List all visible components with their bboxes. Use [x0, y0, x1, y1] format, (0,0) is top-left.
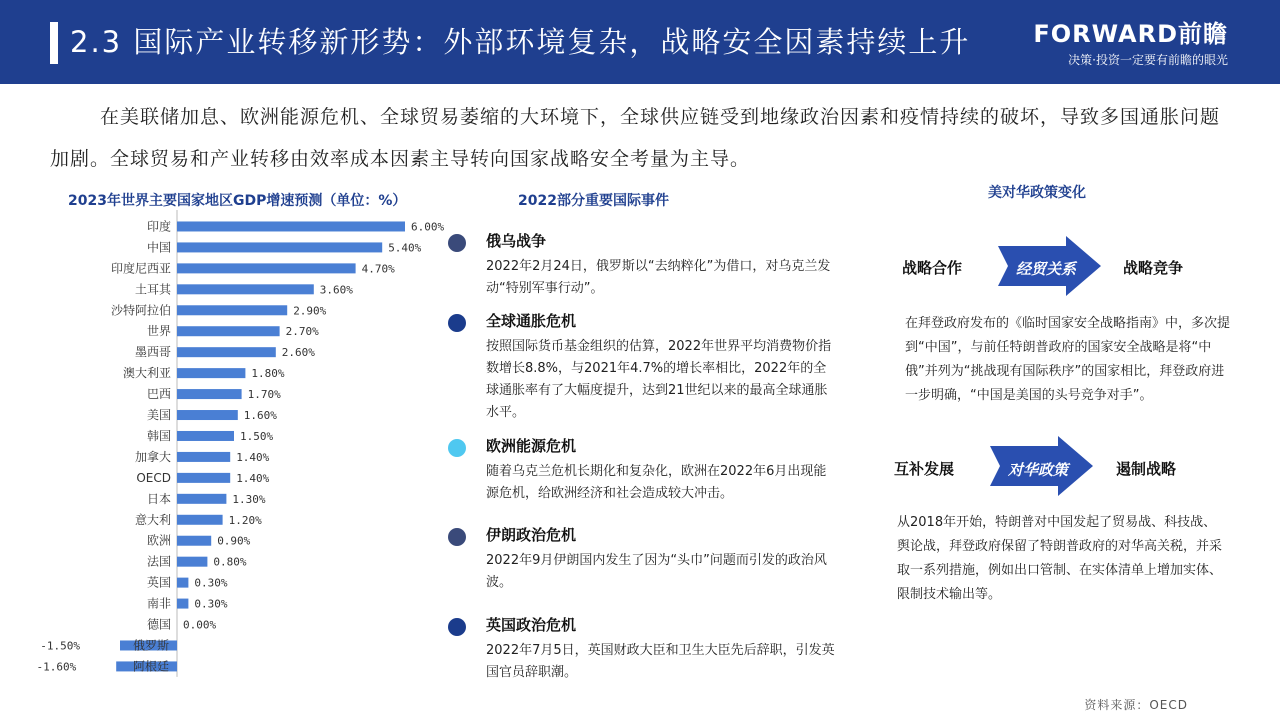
bar-0: [177, 221, 405, 231]
event-desc: 2022年9月伊朗国内发生了因为“头巾”问题而引发的政治风波。: [486, 553, 827, 590]
policy-right-label: 战略竞争: [1123, 259, 1184, 277]
value-label-17: 0.30%: [194, 576, 228, 590]
category-label-1: 中国: [146, 240, 171, 255]
category-label-9: 美国: [146, 408, 171, 423]
category-label-17: 英国: [146, 575, 171, 590]
event-bullet-icon: [448, 618, 466, 636]
category-label-18: 南非: [146, 596, 171, 611]
value-label-9: 1.60%: [243, 409, 277, 423]
value-label-13: 1.30%: [232, 492, 266, 506]
policy-left-label: 战略合作: [902, 259, 963, 277]
bar-17: [177, 578, 188, 588]
policy-row-china: [890, 436, 1230, 496]
event-item-4: [448, 614, 848, 684]
bar-15: [177, 536, 211, 546]
category-label-3: 土耳其: [134, 282, 171, 297]
bar-3: [177, 284, 314, 294]
event-bullet-icon: [448, 439, 466, 457]
event-desc: 随着乌克兰危机长期化和复杂化，欧洲在2022年6月出现能源危机，给欧洲经济和社会造成较大冲击。: [486, 464, 827, 501]
value-label-19: 0.00%: [183, 618, 217, 632]
brand-name: FORWARD前瞻: [1033, 20, 1228, 48]
bar-8: [177, 389, 242, 399]
value-label-4: 2.90%: [293, 304, 327, 318]
category-label-7: 澳大利亚: [122, 366, 171, 381]
event-desc: 按照国际货币基金组织的估算，2022年世界平均消费物价指数增长8.8%，与2021年4.7%的增长率相比，2022年的全球通胀率有了大幅度提升，达到21世纪以来的最高全球通胀水平。: [486, 339, 832, 420]
event-title: 英国政治危机: [486, 616, 577, 634]
bar-16: [177, 557, 207, 567]
value-label-2: 4.70%: [361, 262, 395, 276]
value-label-10: 1.50%: [240, 429, 274, 443]
brand-logo: [1033, 14, 1228, 68]
policy-center-label: 对华政策: [1008, 461, 1069, 479]
category-label-6: 墨西哥: [134, 345, 171, 360]
event-bullet-icon: [448, 314, 466, 332]
value-label-0: 6.00%: [411, 220, 445, 234]
event-title: 全球通胀危机: [486, 312, 577, 330]
intro-paragraph: 在美联储加息、欧洲能源危机、全球贸易萎缩的大环境下，全球供应链受到地缘政治因素和疫情持续的破坏，导致多国通胀问题加剧。全球贸易和产业转移由效率成本因素主导转向国家战略安全考量为主导。: [50, 106, 1221, 170]
bar-14: [177, 515, 223, 525]
policy-text-2: 从2018年开始，特朗普对中国发起了贸易战、科技战、舆论战，拜登政府保留了特朗普政府的对华高关税，并采取一系列措施，例如出口管制、在实体清单上增加实体、限制技术输出等。: [897, 515, 1223, 602]
header-bar: [0, 0, 1280, 84]
category-label-12: OECD: [136, 470, 171, 485]
bar-11: [177, 452, 230, 462]
bar-7: [177, 368, 245, 378]
category-label-20: 俄罗斯: [132, 638, 169, 653]
value-label-3: 3.60%: [319, 283, 353, 297]
bar-12: [177, 473, 230, 483]
chart-title: 2023年世界主要国家地区GDP增速预测（单位：%）: [68, 193, 407, 209]
event-title: 俄乌战争: [486, 232, 547, 250]
event-title: 伊朗政治危机: [486, 526, 577, 544]
bar-10: [177, 431, 234, 441]
policy-left-label: 互补发展: [894, 460, 955, 478]
value-label-18: 0.30%: [194, 597, 228, 611]
value-label-11: 1.40%: [236, 450, 270, 464]
value-label-1: 5.40%: [388, 241, 422, 255]
event-title: 欧洲能源危机: [486, 437, 577, 455]
gdp-bar-chart: [36, 208, 460, 678]
policy-text-1: 在拜登政府发布的《临时国家安全战略指南》中，多次提到“中国”，与前任特朗普政府的国家安全战略是将“中俄”并列为“挑战现有国际秩序”的国家相比，拜登政府进一步明确，“中国是美国的头号竞争对手”。: [905, 316, 1231, 403]
category-label-16: 法国: [146, 554, 171, 569]
event-desc: 2022年7月5日，英国财政大臣和卫生大臣先后辞职，引发英国官员辞职潮。: [486, 643, 835, 680]
policy-title: 美对华政策变化: [988, 185, 1086, 201]
category-label-21: 阿根廷: [132, 659, 169, 674]
policy-right-label: 遏制战略: [1116, 460, 1177, 478]
bar-5: [177, 326, 280, 336]
value-label-7: 1.80%: [251, 367, 285, 381]
event-item-1: [448, 310, 848, 430]
category-label-0: 印度: [146, 219, 171, 234]
category-label-10: 韩国: [146, 428, 171, 443]
event-item-2: [448, 435, 848, 505]
event-item-3: [448, 524, 848, 594]
category-label-4: 沙特阿拉伯: [110, 303, 171, 318]
category-label-2: 印度尼西亚: [110, 261, 171, 276]
event-bullet-icon: [448, 528, 466, 546]
policy-center-label: 经贸关系: [1016, 260, 1077, 278]
bar-13: [177, 494, 226, 504]
value-label-20: -1.50%: [40, 639, 80, 653]
category-label-5: 世界: [146, 324, 171, 339]
bar-18: [177, 599, 188, 609]
event-item-0: [448, 230, 848, 300]
value-label-12: 1.40%: [236, 471, 270, 485]
value-label-15: 0.90%: [217, 534, 251, 548]
value-label-14: 1.20%: [228, 513, 262, 527]
bar-1: [177, 242, 382, 252]
bar-9: [177, 410, 238, 420]
events-title: 2022部分重要国际事件: [518, 193, 669, 209]
bar-2: [177, 263, 356, 273]
page-title: 2.3 国际产业转移新形势：外部环境复杂，战略安全因素持续上升: [70, 25, 971, 59]
value-label-21: -1.60%: [36, 660, 77, 674]
category-label-19: 德国: [146, 617, 171, 632]
title-accent-bar: [50, 22, 58, 64]
event-desc: 2022年2月24日，俄罗斯以“去纳粹化”为借口，对乌克兰发动“特别军事行动”。: [486, 259, 831, 296]
category-label-8: 巴西: [146, 387, 171, 402]
category-label-15: 欧洲: [146, 533, 171, 548]
source-note: 资料来源：OECD: [1084, 698, 1188, 712]
category-label-11: 加拿大: [134, 449, 171, 464]
brand-slogan: 决策·投资一定要有前瞻的眼光: [1068, 53, 1228, 67]
bar-6: [177, 347, 276, 357]
value-label-8: 1.70%: [247, 388, 281, 402]
value-label-16: 0.80%: [213, 555, 247, 569]
value-label-6: 2.60%: [281, 346, 315, 360]
policy-row-trade: [890, 236, 1230, 296]
category-label-14: 意大利: [134, 512, 171, 527]
bar-4: [177, 305, 287, 315]
category-label-13: 日本: [146, 491, 171, 506]
value-label-5: 2.70%: [285, 325, 319, 339]
event-bullet-icon: [448, 234, 466, 252]
